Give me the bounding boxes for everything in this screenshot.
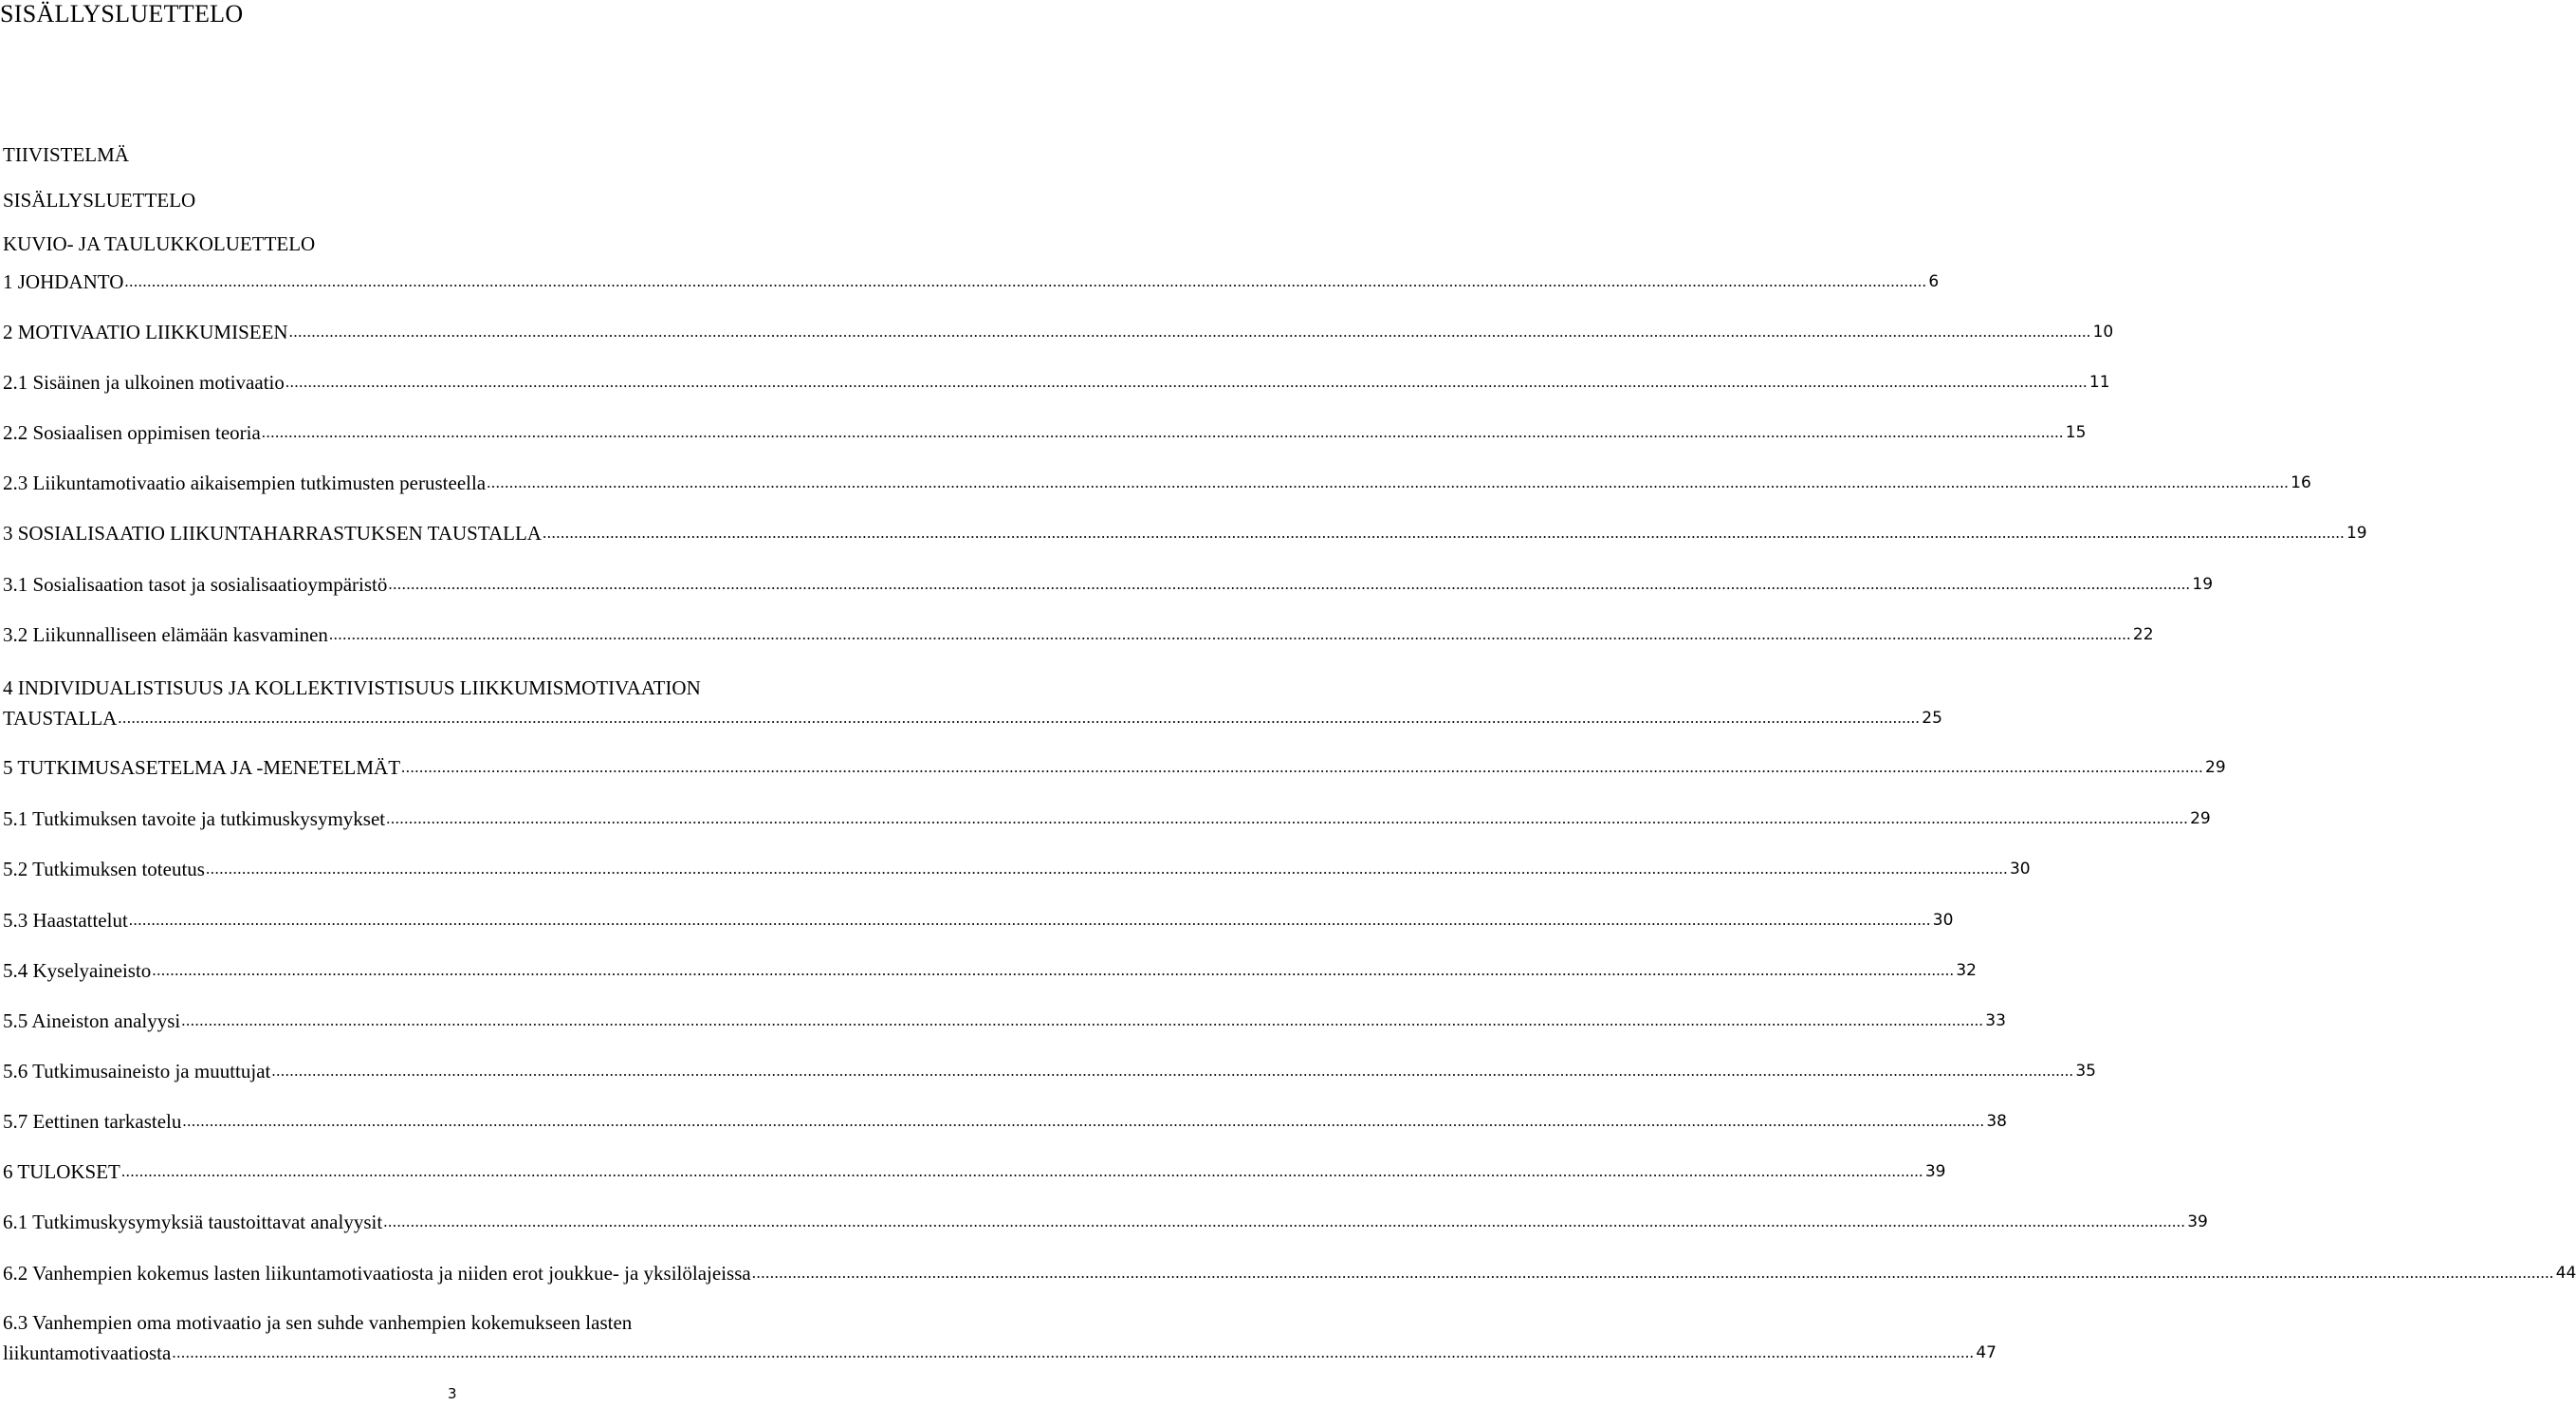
toc-entry-page: 25 (1922, 709, 1942, 728)
toc-entry-page: 33 (1985, 1011, 2006, 1030)
toc-entry[interactable] (3, 909, 1954, 932)
toc-entry-page: 47 (1976, 1343, 1996, 1362)
toc-entry-label: 5 TUTKIMUSASETELMA JA -MENETELMÄT (3, 756, 401, 779)
toc-entry[interactable] (3, 472, 2311, 494)
toc-dot-leader: ................................................................................................................................................................................................................................................................................................................................................................................................................ (205, 860, 2008, 878)
toc-entry-label: 5.6 Tutkimusaineisto ja muuttujat (3, 1060, 271, 1082)
toc-entry-page: 30 (2009, 860, 2031, 879)
toc-dot-leader: ................................................................................................................................................................................................................................................................................................................................................................................................................ (128, 911, 1931, 929)
toc-dot-leader: ................................................................................................................................................................................................................................................................................................................................................................................................................ (401, 758, 2204, 776)
toc-entry-label: 5.5 Aineiston analyysi (3, 1009, 181, 1032)
toc-entry[interactable] (3, 1009, 2006, 1032)
toc-entry[interactable] (3, 1211, 2208, 1233)
toc-entry[interactable] (3, 270, 1940, 293)
toc-entry[interactable] (3, 858, 2031, 880)
page-number: 3 (448, 1385, 457, 1402)
toc-entry[interactable] (3, 807, 2211, 830)
toc-entry-page: 38 (1986, 1112, 2007, 1131)
toc-entry[interactable] (3, 421, 2087, 444)
toc-entry-page: 19 (2346, 524, 2367, 543)
toc-entry[interactable] (3, 676, 1942, 730)
toc-entry-label: 5.3 Haastattelut (3, 909, 128, 932)
toc-entry-page: 39 (1924, 1162, 1946, 1181)
toc-entry-label: 2.1 Sisäinen ja ulkoinen motivaatio (3, 371, 285, 394)
toc-front-kuvioluettelo: KUVIO- JA TAULUKKOLUETTELO (3, 232, 316, 255)
toc-dot-leader: ................................................................................................................................................................................................................................................................................................................................................................................................................ (328, 625, 2131, 643)
toc-entry[interactable] (3, 623, 2154, 646)
toc-dot-leader: ................................................................................................................................................................................................................................................................................................................................................................................................................ (182, 1112, 1985, 1130)
toc-dot-leader: ................................................................................................................................................................................................................................................................................................................................................................................................................ (152, 961, 1955, 979)
toc-entry-page: 44 (2555, 1264, 2576, 1283)
toc-entry-page: 32 (1956, 961, 1977, 980)
toc-dot-leader: ................................................................................................................................................................................................................................................................................................................................................................................................................ (487, 473, 2290, 491)
toc-entry[interactable] (3, 522, 2367, 545)
toc-dot-leader: ................................................................................................................................................................................................................................................................................................................................................................................................................ (285, 373, 2088, 391)
toc-entry[interactable] (3, 1262, 2576, 1285)
toc-entry-page: 22 (2132, 625, 2154, 644)
toc-entry-page: 30 (1932, 911, 1954, 930)
toc-entry[interactable] (3, 1160, 1946, 1183)
toc-entry-page: 16 (2291, 473, 2311, 492)
toc-entry-label: 6 TULOKSET (3, 1160, 120, 1183)
toc-dot-leader: ................................................................................................................................................................................................................................................................................................................................................................................................................ (120, 1162, 1923, 1180)
toc-entry-page: 29 (2205, 758, 2226, 777)
toc-entry-page: 35 (2075, 1062, 2096, 1081)
toc-entry[interactable] (3, 321, 2114, 343)
toc-entry[interactable] (3, 959, 1977, 982)
toc-entry-label-line1: 4 INDIVIDUALISTISUUS JA KOLLEKTIVISTISUUS LIIKKUMISMOTIVAATION (3, 676, 701, 699)
toc-entry-label: liikuntamotivaatiosta (3, 1341, 172, 1364)
toc-front-tiivistelma: TIIVISTELMÄ (3, 143, 129, 166)
page-title: SISÄLLYSLUETTELO (0, 0, 244, 28)
toc-entry-page: 10 (2092, 323, 2114, 342)
toc-entry-page: 6 (1928, 272, 1940, 291)
toc-entry-label: 2.3 Liikuntamotivaatio aikaisempien tutkimusten perusteella (3, 472, 487, 494)
toc-dot-leader: ................................................................................................................................................................................................................................................................................................................................................................................................................ (751, 1264, 2554, 1282)
toc-entry-label: 3.2 Liikunnalliseen elämään kasvaminen (3, 623, 328, 646)
toc-entry[interactable] (3, 1311, 1996, 1364)
toc-dot-leader: ................................................................................................................................................................................................................................................................................................................................................................................................................ (172, 1343, 1975, 1361)
toc-entry-label: 2 MOTIVAATIO LIIKKUMISEEN (3, 321, 288, 343)
toc-entry-page: 15 (2065, 423, 2087, 442)
toc-entry[interactable] (3, 1110, 2007, 1133)
toc-dot-leader: ................................................................................................................................................................................................................................................................................................................................................................................................................ (386, 809, 2189, 827)
toc-dot-leader: ................................................................................................................................................................................................................................................................................................................................................................................................................ (388, 575, 2191, 593)
toc-entry-label: 3.1 Sosialisaation tasot ja sosialisaatioympäristö (3, 573, 388, 596)
toc-dot-leader: ................................................................................................................................................................................................................................................................................................................................................................................................................ (271, 1062, 2074, 1080)
toc-entry-page: 11 (2088, 373, 2110, 392)
toc-entry-label: 1 JOHDANTO (3, 270, 124, 293)
toc-entry[interactable] (3, 573, 2214, 596)
toc-dot-leader: ................................................................................................................................................................................................................................................................................................................................................................................................................ (181, 1011, 1984, 1029)
toc-dot-leader: ................................................................................................................................................................................................................................................................................................................................................................................................................ (383, 1212, 2186, 1230)
toc-entry-page: 29 (2190, 809, 2211, 828)
toc-entry-label: 6.1 Tutkimuskysymyksiä taustoittavat analyysit (3, 1211, 383, 1233)
toc-entry-page: 19 (2192, 575, 2214, 594)
toc-entry-page: 39 (2187, 1212, 2208, 1231)
toc-entry[interactable] (3, 371, 2110, 394)
toc-entry-label: 5.1 Tutkimuksen tavoite ja tutkimuskysymykset (3, 807, 386, 830)
toc-dot-leader: ................................................................................................................................................................................................................................................................................................................................................................................................................ (124, 272, 1927, 290)
toc-dot-leader: ................................................................................................................................................................................................................................................................................................................................................................................................................ (118, 709, 1921, 727)
toc-entry-label: 3 SOSIALISAATIO LIIKUNTAHARRASTUKSEN TAUSTALLA (3, 522, 542, 545)
toc-entry[interactable] (3, 1060, 2096, 1082)
toc-dot-leader: ................................................................................................................................................................................................................................................................................................................................................................................................................ (261, 423, 2064, 441)
toc-dot-leader: ................................................................................................................................................................................................................................................................................................................................................................................................................ (542, 524, 2345, 542)
toc-entry-label: 5.4 Kyselyaineisto (3, 959, 152, 982)
toc-entry-label: 5.2 Tutkimuksen toteutus (3, 858, 205, 880)
toc-entry-label: TAUSTALLA (3, 707, 118, 730)
toc-entry[interactable] (3, 756, 2226, 779)
toc-entry-label: 2.2 Sosiaalisen oppimisen teoria (3, 421, 261, 444)
toc-entry-label: 5.7 Eettinen tarkastelu (3, 1110, 182, 1133)
toc-entry-label: 6.2 Vanhempien kokemus lasten liikuntamotivaatiosta ja niiden erot joukkue- ja yksilölajeissa (3, 1262, 751, 1285)
toc-dot-leader: ................................................................................................................................................................................................................................................................................................................................................................................................................ (288, 323, 2091, 341)
toc-front-sisallysluettelo: SISÄLLYSLUETTELO (3, 189, 196, 212)
toc-entry-label-line1: 6.3 Vanhempien oma motivaatio ja sen suhde vanhempien kokemukseen lasten (3, 1311, 633, 1334)
